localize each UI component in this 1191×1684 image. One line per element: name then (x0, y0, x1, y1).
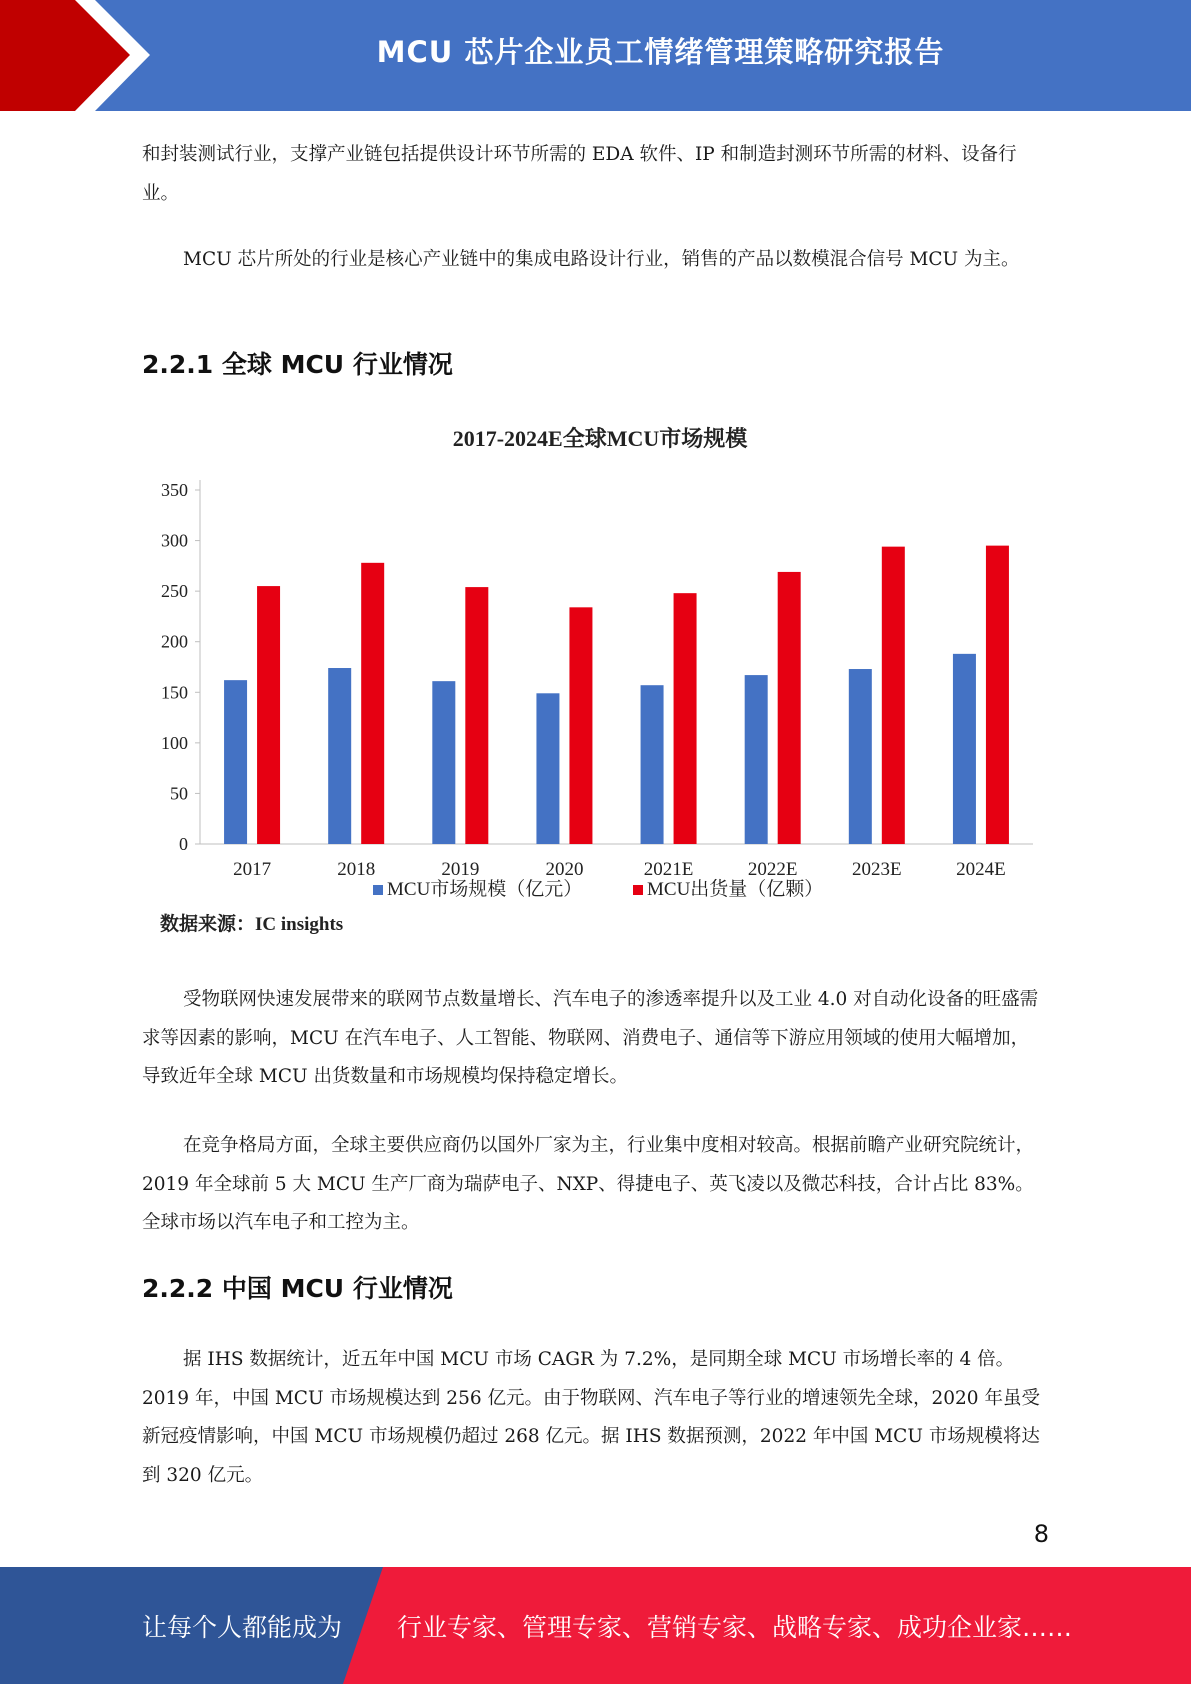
y-tick-label: 350 (161, 480, 188, 500)
bar-market-size-2020 (536, 693, 559, 844)
chart-legend (373, 878, 823, 900)
paragraph-growth: 受物联网快速发展带来的联网节点数量增长、汽车电子的渗透率提升以及工业 4.0 对自动化设备的旺盛需求等因素的影响，MCU 在汽车电子、人工智能、物联网、消费电子、通信等下游应用领域的使用大幅增加，导致近年全球 MCU 出货数量和市场规模均保持稳定增长。 (142, 989, 1039, 1087)
x-tick-label: 2021E (643, 859, 694, 880)
bar-shipments-2023E (882, 547, 905, 844)
y-tick-label: 100 (161, 732, 188, 753)
footer-slogan-left: 让每个人都能成为 (142, 1612, 343, 1642)
x-tick-label: 2018 (337, 859, 376, 880)
section-heading-china: 2.2.2 中国 MCU 行业情况 (142, 1274, 453, 1303)
bar-market-size-2023E (849, 669, 872, 844)
bar-market-size-2018 (328, 668, 351, 844)
y-tick-label: 150 (161, 682, 188, 703)
y-tick-label: 250 (161, 581, 188, 602)
x-tick-label: 2019 (441, 859, 480, 880)
bar-shipments-2019 (465, 587, 488, 844)
bar-market-size-2017 (224, 680, 247, 844)
legend-label: MCU出货量（亿颗） (647, 879, 824, 900)
page-number: 8 (1033, 1520, 1049, 1548)
page-footer (0, 1567, 1191, 1684)
page-header (0, 0, 1191, 111)
paragraph-china-market: 据 IHS 数据统计，近五年中国 MCU 市场 CAGR 为 7.2%，是同期全球 MCU 市场增长率的 4 倍。2019 年，中国 MCU 市场规模达到 256 亿元。由于物联网、汽车电子等行业的增速领先全球，2020 年虽受新冠疫情影响，中国 MCU 市场规模仍超过 268 亿元。据 IHS 数据预测，2022 年中国 MCU 市场规模将达到 320 亿元。 (142, 1349, 1040, 1486)
x-tick-label: 2024E (956, 859, 1006, 880)
section-heading-global: 2.2.1 全球 MCU 行业情况 (142, 350, 453, 379)
chart-title: 2017-2024E全球MCU市场规模 (452, 426, 748, 451)
legend-swatch (633, 885, 643, 895)
bar-shipments-2022E (778, 572, 801, 844)
y-tick-label: 0 (179, 834, 188, 854)
paragraph-competition: 在竞争格局方面，全球主要供应商仍以国外厂家为主，行业集中度相对较高。根据前瞻产业研究院统计，2019 年全球前 5 大 MCU 生产厂商为瑞萨电子、NXP、得捷电子、英飞凌以及微芯科技，合计占比 83%。全球市场以汽车电子和工控为主。 (142, 1135, 1035, 1233)
header-title: MCU 芯片企业员工情绪管理策略研究报告 (376, 34, 945, 69)
bar-shipments-2020 (569, 607, 592, 844)
x-axis (233, 859, 1006, 880)
bar-shipments-2017 (257, 586, 280, 844)
y-tick-label: 200 (161, 631, 188, 652)
mcu-market-chart (140, 410, 1060, 910)
chart-source: 数据来源：IC insights (160, 914, 344, 935)
bar-shipments-2021E (674, 593, 697, 844)
y-tick-label: 300 (161, 530, 188, 551)
footer-slogan-right: 行业专家、管理专家、营销专家、战略专家、成功企业家…… (397, 1612, 1073, 1642)
legend-swatch (373, 885, 383, 895)
bar-shipments-2024E (986, 546, 1009, 844)
y-tick-label: 50 (170, 783, 188, 804)
bar-market-size-2022E (745, 675, 768, 844)
bar-market-size-2019 (432, 681, 455, 844)
x-tick-label: 2022E (747, 859, 798, 880)
paragraph-industry: MCU 芯片所处的行业是核心产业链中的集成电路设计行业，销售的产品以数模混合信号 MCU 为主。 (183, 249, 1020, 270)
bar-market-size-2024E (953, 654, 976, 844)
x-tick-label: 2023E (852, 859, 902, 880)
paragraph-intro: 和封装测试行业，支撑产业链包括提供设计环节所需的 EDA 软件、IP 和制造封测环节所需的材料、设备行业。 (142, 144, 1017, 204)
bar-series (224, 546, 1009, 844)
bar-shipments-2018 (361, 563, 384, 844)
legend-label: MCU市场规模（亿元） (387, 879, 583, 900)
x-tick-label: 2017 (233, 859, 272, 880)
bar-market-size-2021E (641, 685, 664, 844)
x-tick-label: 2020 (545, 859, 584, 880)
